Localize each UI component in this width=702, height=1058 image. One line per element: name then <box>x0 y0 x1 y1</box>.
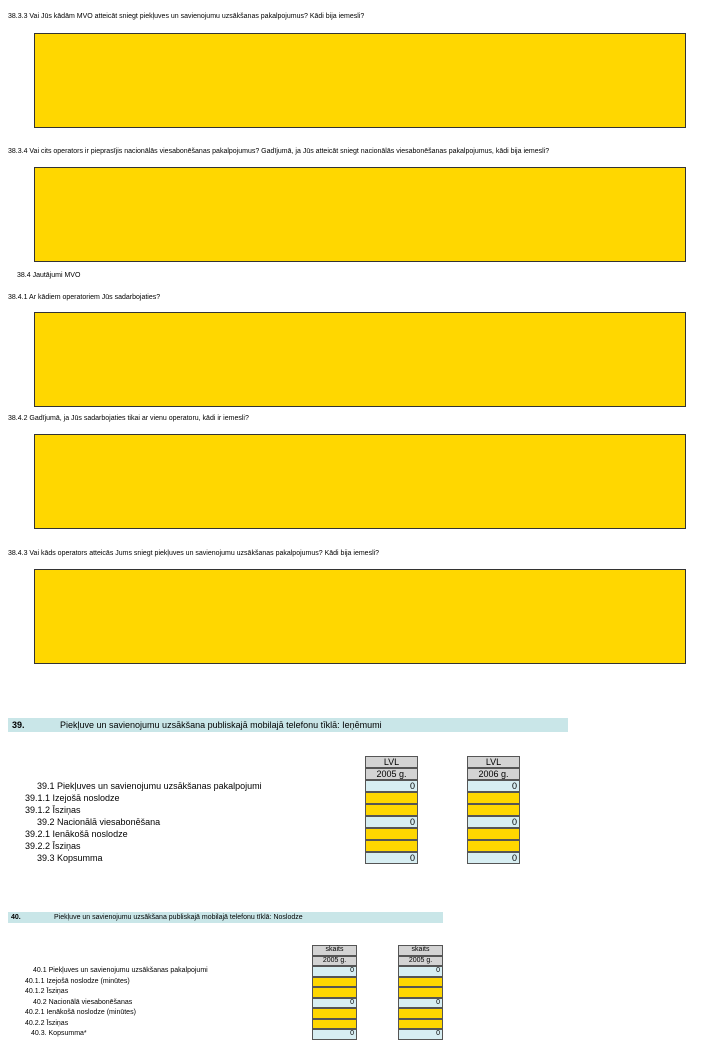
answer-box-38-3-3[interactable] <box>34 33 686 128</box>
question-38-4-1: 38.4.1 Ar kādiem operatoriem Jūs sadarbojaties? <box>8 294 161 301</box>
section39-row-label: 39.1.2 Īsziņas <box>25 805 81 815</box>
section39-col1-cell[interactable]: 0 <box>365 816 418 828</box>
section40-row-label: 40.1.2 Īsziņas <box>25 988 69 995</box>
section40-col2-cell[interactable] <box>398 977 443 988</box>
section-40-number: 40. <box>11 914 21 921</box>
section40-col1-unit: skaits <box>312 945 357 956</box>
section40-col2-cell[interactable]: 0 <box>398 966 443 977</box>
question-38-3-4: 38.3.4 Vai cits operators ir pieprasījis nacionālās viesabonēšanas pakalpojumus? Gadījumā, ja Jūs atteicāt sniegt nacionālās viesabonēšanas pakalpojumus, kādi bija iemesli? <box>8 148 550 155</box>
section40-col2-year: 2005 g. <box>398 956 443 967</box>
answer-box-38-4-2[interactable] <box>34 434 686 529</box>
answer-box-38-4-3[interactable] <box>34 569 686 664</box>
section39-row-label: 39.2.2 Īsziņas <box>25 841 81 851</box>
answer-box-38-4-1[interactable] <box>34 312 686 407</box>
section39-col2-cell[interactable] <box>467 840 520 852</box>
section40-col2-cell[interactable] <box>398 1019 443 1030</box>
section39-row-label: 39.1 Piekļuves un savienojumu uzsākšanas pakalpojumi <box>37 781 262 791</box>
section40-row-label: 40.1.1 Izejošā noslodze (minūtes) <box>25 977 130 985</box>
section39-col2-cell[interactable] <box>467 804 520 816</box>
section39-col2-cell[interactable]: 0 <box>467 780 520 792</box>
section40-col1-cell[interactable]: 0 <box>312 1029 357 1040</box>
section40-col1-cell[interactable] <box>312 987 357 998</box>
section40-col2-unit: skaits <box>398 945 443 956</box>
section40-col1-cell[interactable]: 0 <box>312 998 357 1009</box>
section39-row-label: 39.1.1 Izejošā noslodze <box>25 793 120 803</box>
section40-row-label: 40.1 Piekļuves un savienojumu uzsākšanas pakalpojumi <box>33 967 208 974</box>
section-40-header <box>8 912 443 923</box>
section-40-title: Piekļuve un savienojumu uzsākšana publiskajā mobilajā telefonu tīklā: Noslodze <box>54 914 303 921</box>
section39-row-label: 39.2 Nacionālā viesabonēšana <box>37 817 161 827</box>
section39-col2-cell[interactable] <box>467 828 520 840</box>
question-38-3-3: 38.3.3 Vai Jūs kādām MVO atteicāt sniegt piekļuves un savienojumu uzsākšanas pakalpojumus? Kādi bija iemesli? <box>8 13 365 20</box>
section40-col2-cell[interactable] <box>398 987 443 998</box>
answer-box-38-3-4[interactable] <box>34 167 686 262</box>
section40-col1-cell[interactable]: 0 <box>312 966 357 977</box>
section39-col2-unit: LVL <box>467 756 520 768</box>
section-39-title: Piekļuve un savienojumu uzsākšana publiskajā mobilajā telefonu tīklā: Ieņēmumi <box>60 720 382 730</box>
section40-col1-cell[interactable] <box>312 977 357 988</box>
section39-col1-cell[interactable] <box>365 804 418 816</box>
section39-col2-cell[interactable]: 0 <box>467 816 520 828</box>
section39-col1-cell[interactable]: 0 <box>365 780 418 792</box>
section40-col2-cell[interactable]: 0 <box>398 998 443 1009</box>
section39-col1-unit: LVL <box>365 756 418 768</box>
section39-col1-cell[interactable] <box>365 840 418 852</box>
section40-col2-cell[interactable] <box>398 1008 443 1019</box>
section40-row-label: 40.2.2 Īsziņas <box>25 1019 69 1027</box>
section39-col2-year: 2006 g. <box>467 768 520 780</box>
question-38-4-2: 38.4.2 Gadījumā, ja Jūs sadarbojaties tikai ar vienu operatoru, kādi ir iemesli? <box>8 415 249 422</box>
question-38-4-3: 38.4.3 Vai kāds operators atteicās Jums sniegt piekļuves un savienojumu uzsākšanas pakalpojumus? Kādi bija iemesli? <box>8 550 380 557</box>
section39-row-label: 39.2.1 Ienākošā noslodze <box>25 829 128 839</box>
section39-col1-year: 2005 g. <box>365 768 418 780</box>
section40-row-label: 40.3. Kopsumma* <box>31 1030 87 1037</box>
section39-col2-cell[interactable]: 0 <box>467 852 520 864</box>
section40-col2-cell[interactable]: 0 <box>398 1029 443 1040</box>
section-38-4-heading: 38.4 Jautājumi MVO <box>17 272 81 279</box>
section40-row-label: 40.2 Nacionālā viesabonēšanas <box>33 998 133 1006</box>
section39-col1-cell[interactable] <box>365 792 418 804</box>
section40-col1-cell[interactable] <box>312 1008 357 1019</box>
section-39-header <box>8 718 568 732</box>
section40-col1-year: 2005 g. <box>312 956 357 967</box>
section39-row-label: 39.3 Kopsumma <box>37 853 103 863</box>
section39-col1-cell[interactable] <box>365 828 418 840</box>
section39-col2-cell[interactable] <box>467 792 520 804</box>
section40-col1-cell[interactable] <box>312 1019 357 1030</box>
section-39-number: 39. <box>12 720 25 730</box>
section40-row-label: 40.2.1 Ienākošā noslodze (minūtes) <box>25 1009 136 1016</box>
section39-col1-cell[interactable]: 0 <box>365 852 418 864</box>
